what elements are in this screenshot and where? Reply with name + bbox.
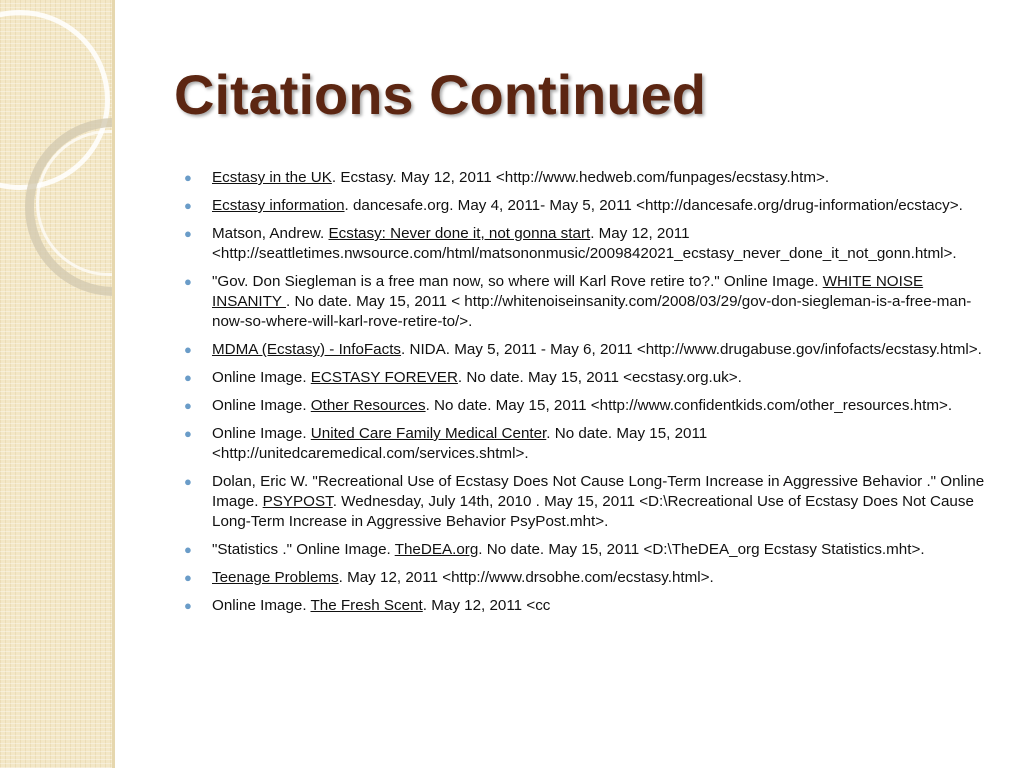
bullet-icon: ●: [184, 542, 192, 557]
citation-text: Dolan, Eric W. "Recreational Use of Ecstasy Does Not Cause Long-Term Increase in Aggressive Behavior ." Online Image.: [212, 473, 985, 510]
citation-text: . May 12, 2011 <http://seattletimes.nwsource.com/html/matsononmusic/2009842021_ecstasy_never_done_it_not_gonn.html>.: [212, 225, 957, 262]
citation-item: [184, 568, 996, 588]
citation-link[interactable]: WHITE NOISE INSANITY: [212, 273, 924, 310]
bullet-icon: ●: [184, 274, 192, 289]
bullet-icon: ●: [184, 198, 192, 213]
bullet-icon: ●: [184, 598, 192, 613]
citation-item: [184, 224, 996, 264]
citation-text: . No date. May 15, 2011 <http://unitedcaremedical.com/services.shtml>.: [212, 425, 708, 462]
citation-text: Online Image.: [212, 369, 311, 386]
citation-text: Online Image.: [212, 425, 311, 442]
bullet-icon: ●: [184, 474, 192, 489]
bullet-icon: ●: [184, 226, 192, 241]
bullet-icon: ●: [184, 426, 192, 441]
citation-item: [184, 168, 996, 188]
citation-link[interactable]: ECSTASY FOREVER: [310, 369, 458, 386]
citation-text: . Ecstasy. May 12, 2011 <http://www.hedweb.com/funpages/ecstasy.htm>.: [331, 169, 830, 186]
citation-item: [184, 424, 996, 464]
citation-text: "Statistics ." Online Image.: [212, 541, 395, 558]
bullet-icon: ●: [184, 170, 192, 185]
citation-text: . dancesafe.org. May 4, 2011- May 5, 2011 <http://dancesafe.org/drug-information/ecstacy>.: [344, 197, 963, 214]
citation-link[interactable]: Other Resources: [310, 397, 426, 414]
citation-link[interactable]: Ecstasy in the UK: [212, 169, 332, 186]
citation-text: . No date. May 15, 2011 < http://whitenoiseinsanity.com/2008/03/29/gov-don-siegleman-is-a-free-man-now-so-where-will-karl-rove-retire-to/>.: [212, 293, 972, 330]
citation-item: [184, 540, 996, 560]
citation-text: . May 12, 2011 <http://www.drsobhe.com/ecstasy.html>.: [338, 569, 714, 586]
citation-text: . May 12, 2011 <cc: [422, 597, 551, 614]
citation-text: "Gov. Don Siegleman is a free man now, so where will Karl Rove retire to?." Online Image.: [212, 273, 823, 290]
bullet-icon: ●: [184, 370, 192, 385]
citation-text: Online Image.: [212, 597, 311, 614]
citation-text: . No date. May 15, 2011 <D:\TheDEA_org Ecstasy Statistics.mht>.: [478, 541, 925, 558]
citation-item: [184, 196, 996, 216]
citation-link[interactable]: United Care Family Medical Center: [310, 425, 547, 442]
citation-item: [184, 396, 996, 416]
citation-link[interactable]: PSYPOST: [262, 493, 333, 510]
citation-text: . Wednesday, July 14th, 2010 . May 15, 2011 <D:\Recreational Use of Ecstasy Does Not Cause Long-Term Increase in Aggressive Behavior PsyPost.mht>.: [212, 493, 974, 530]
bullet-icon: ●: [184, 570, 192, 585]
slide-title: Citations Continued: [174, 63, 706, 126]
citation-text: . No date. May 15, 2011 <ecstasy.org.uk>.: [457, 369, 742, 386]
bullet-icon: ●: [184, 342, 192, 357]
citation-link[interactable]: The Fresh Scent: [310, 597, 423, 614]
citation-item: [184, 472, 996, 532]
citation-link[interactable]: MDMA (Ecstasy) - InfoFacts: [212, 341, 402, 358]
citation-link[interactable]: Ecstasy: Never done it, not gonna start: [328, 225, 591, 242]
decorative-side-strip: [0, 0, 112, 768]
citation-item: [184, 368, 996, 388]
citation-text: . NIDA. May 5, 2011 - May 6, 2011 <http://www.drugabuse.gov/infofacts/ecstasy.html>.: [401, 341, 982, 358]
bullet-icon: ●: [184, 398, 192, 413]
side-strip-edge: [112, 0, 115, 768]
citation-link[interactable]: Ecstasy information: [212, 197, 345, 214]
citation-text: Matson, Andrew.: [212, 225, 329, 242]
citation-text: Online Image.: [212, 397, 311, 414]
citation-item: [184, 596, 996, 616]
citation-link[interactable]: TheDEA.org: [394, 541, 479, 558]
citation-item: [184, 340, 996, 360]
citation-item: [184, 272, 996, 332]
citation-list: [184, 168, 996, 624]
citation-text: . No date. May 15, 2011 <http://www.confidentkids.com/other_resources.htm>.: [425, 397, 953, 414]
citation-link[interactable]: Teenage Problems: [212, 569, 339, 586]
